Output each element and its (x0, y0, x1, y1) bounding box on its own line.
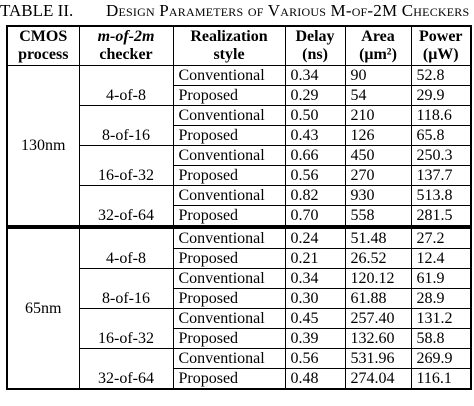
delay-cell: 0.43 (285, 126, 345, 146)
header-style: Realization style (173, 26, 285, 66)
area-cell: 274.04 (345, 369, 411, 390)
header-power: Power (μW) (411, 26, 471, 66)
delay-cell: 0.45 (285, 309, 345, 329)
area-cell: 54 (345, 86, 411, 106)
delay-cell: 0.30 (285, 289, 345, 309)
table-header-row (7, 26, 471, 66)
table-row (7, 227, 471, 249)
checker-cell: 4-of-8 (79, 66, 173, 106)
table-body (7, 66, 471, 390)
area-cell: 126 (345, 126, 411, 146)
power-cell: 28.9 (411, 289, 471, 309)
style-cell: Proposed (173, 166, 285, 186)
style-cell: Proposed (173, 249, 285, 269)
power-cell: 137.7 (411, 166, 471, 186)
style-cell: Proposed (173, 86, 285, 106)
power-cell: 269.9 (411, 349, 471, 369)
table-row (7, 66, 471, 86)
checker-cell: 4-of-8 (79, 227, 173, 269)
delay-cell: 0.50 (285, 106, 345, 126)
power-cell: 513.8 (411, 186, 471, 206)
style-cell: Conventional (173, 227, 285, 249)
checker-cell: 32-of-64 (79, 186, 173, 228)
style-cell: Proposed (173, 329, 285, 349)
style-cell: Conventional (173, 309, 285, 329)
checker-cell: 16-of-32 (79, 146, 173, 186)
header-process: CMOS process (7, 26, 79, 66)
style-cell: Proposed (173, 289, 285, 309)
checker-cell: 16-of-32 (79, 309, 173, 349)
style-cell: Conventional (173, 66, 285, 86)
delay-cell: 0.82 (285, 186, 345, 206)
power-cell: 12.4 (411, 249, 471, 269)
delay-cell: 0.70 (285, 206, 345, 228)
area-cell: 257.40 (345, 309, 411, 329)
checker-cell: 32-of-64 (79, 349, 173, 390)
delay-cell: 0.66 (285, 146, 345, 166)
area-cell: 51.48 (345, 227, 411, 249)
design-parameters-table (6, 25, 472, 390)
power-cell: 52.8 (411, 66, 471, 86)
table-number: TABLE II. (0, 1, 74, 20)
delay-cell: 0.48 (285, 369, 345, 390)
header-checker: m-of-2m checker (79, 26, 173, 66)
delay-cell: 0.34 (285, 269, 345, 289)
area-cell: 120.12 (345, 269, 411, 289)
style-cell: Proposed (173, 206, 285, 228)
table-title: Design Parameters of Various M-of-2M Checkers (106, 1, 470, 20)
area-cell: 132.60 (345, 329, 411, 349)
power-cell: 61.9 (411, 269, 471, 289)
style-cell: Conventional (173, 349, 285, 369)
table-caption (0, 0, 474, 22)
process-cell: 130nm (7, 66, 79, 228)
process-cell: 65nm (7, 227, 79, 389)
style-cell: Proposed (173, 369, 285, 390)
style-cell: Conventional (173, 269, 285, 289)
area-cell: 270 (345, 166, 411, 186)
area-cell: 26.52 (345, 249, 411, 269)
header-area: Area (μm²) (345, 26, 411, 66)
style-cell: Conventional (173, 106, 285, 126)
power-cell: 250.3 (411, 146, 471, 166)
power-cell: 58.8 (411, 329, 471, 349)
checker-cell: 8-of-16 (79, 106, 173, 146)
power-cell: 281.5 (411, 206, 471, 228)
power-cell: 65.8 (411, 126, 471, 146)
delay-cell: 0.34 (285, 66, 345, 86)
area-cell: 90 (345, 66, 411, 86)
delay-cell: 0.56 (285, 349, 345, 369)
header-delay: Delay (ns) (285, 26, 345, 66)
delay-cell: 0.29 (285, 86, 345, 106)
power-cell: 118.6 (411, 106, 471, 126)
power-cell: 27.2 (411, 227, 471, 249)
delay-cell: 0.56 (285, 166, 345, 186)
power-cell: 116.1 (411, 369, 471, 390)
delay-cell: 0.39 (285, 329, 345, 349)
style-cell: Proposed (173, 126, 285, 146)
style-cell: Conventional (173, 186, 285, 206)
power-cell: 29.9 (411, 86, 471, 106)
area-cell: 61.88 (345, 289, 411, 309)
area-cell: 531.96 (345, 349, 411, 369)
delay-cell: 0.24 (285, 227, 345, 249)
power-cell: 131.2 (411, 309, 471, 329)
delay-cell: 0.21 (285, 249, 345, 269)
area-cell: 450 (345, 146, 411, 166)
area-cell: 930 (345, 186, 411, 206)
style-cell: Conventional (173, 146, 285, 166)
area-cell: 558 (345, 206, 411, 228)
checker-cell: 8-of-16 (79, 269, 173, 309)
area-cell: 210 (345, 106, 411, 126)
